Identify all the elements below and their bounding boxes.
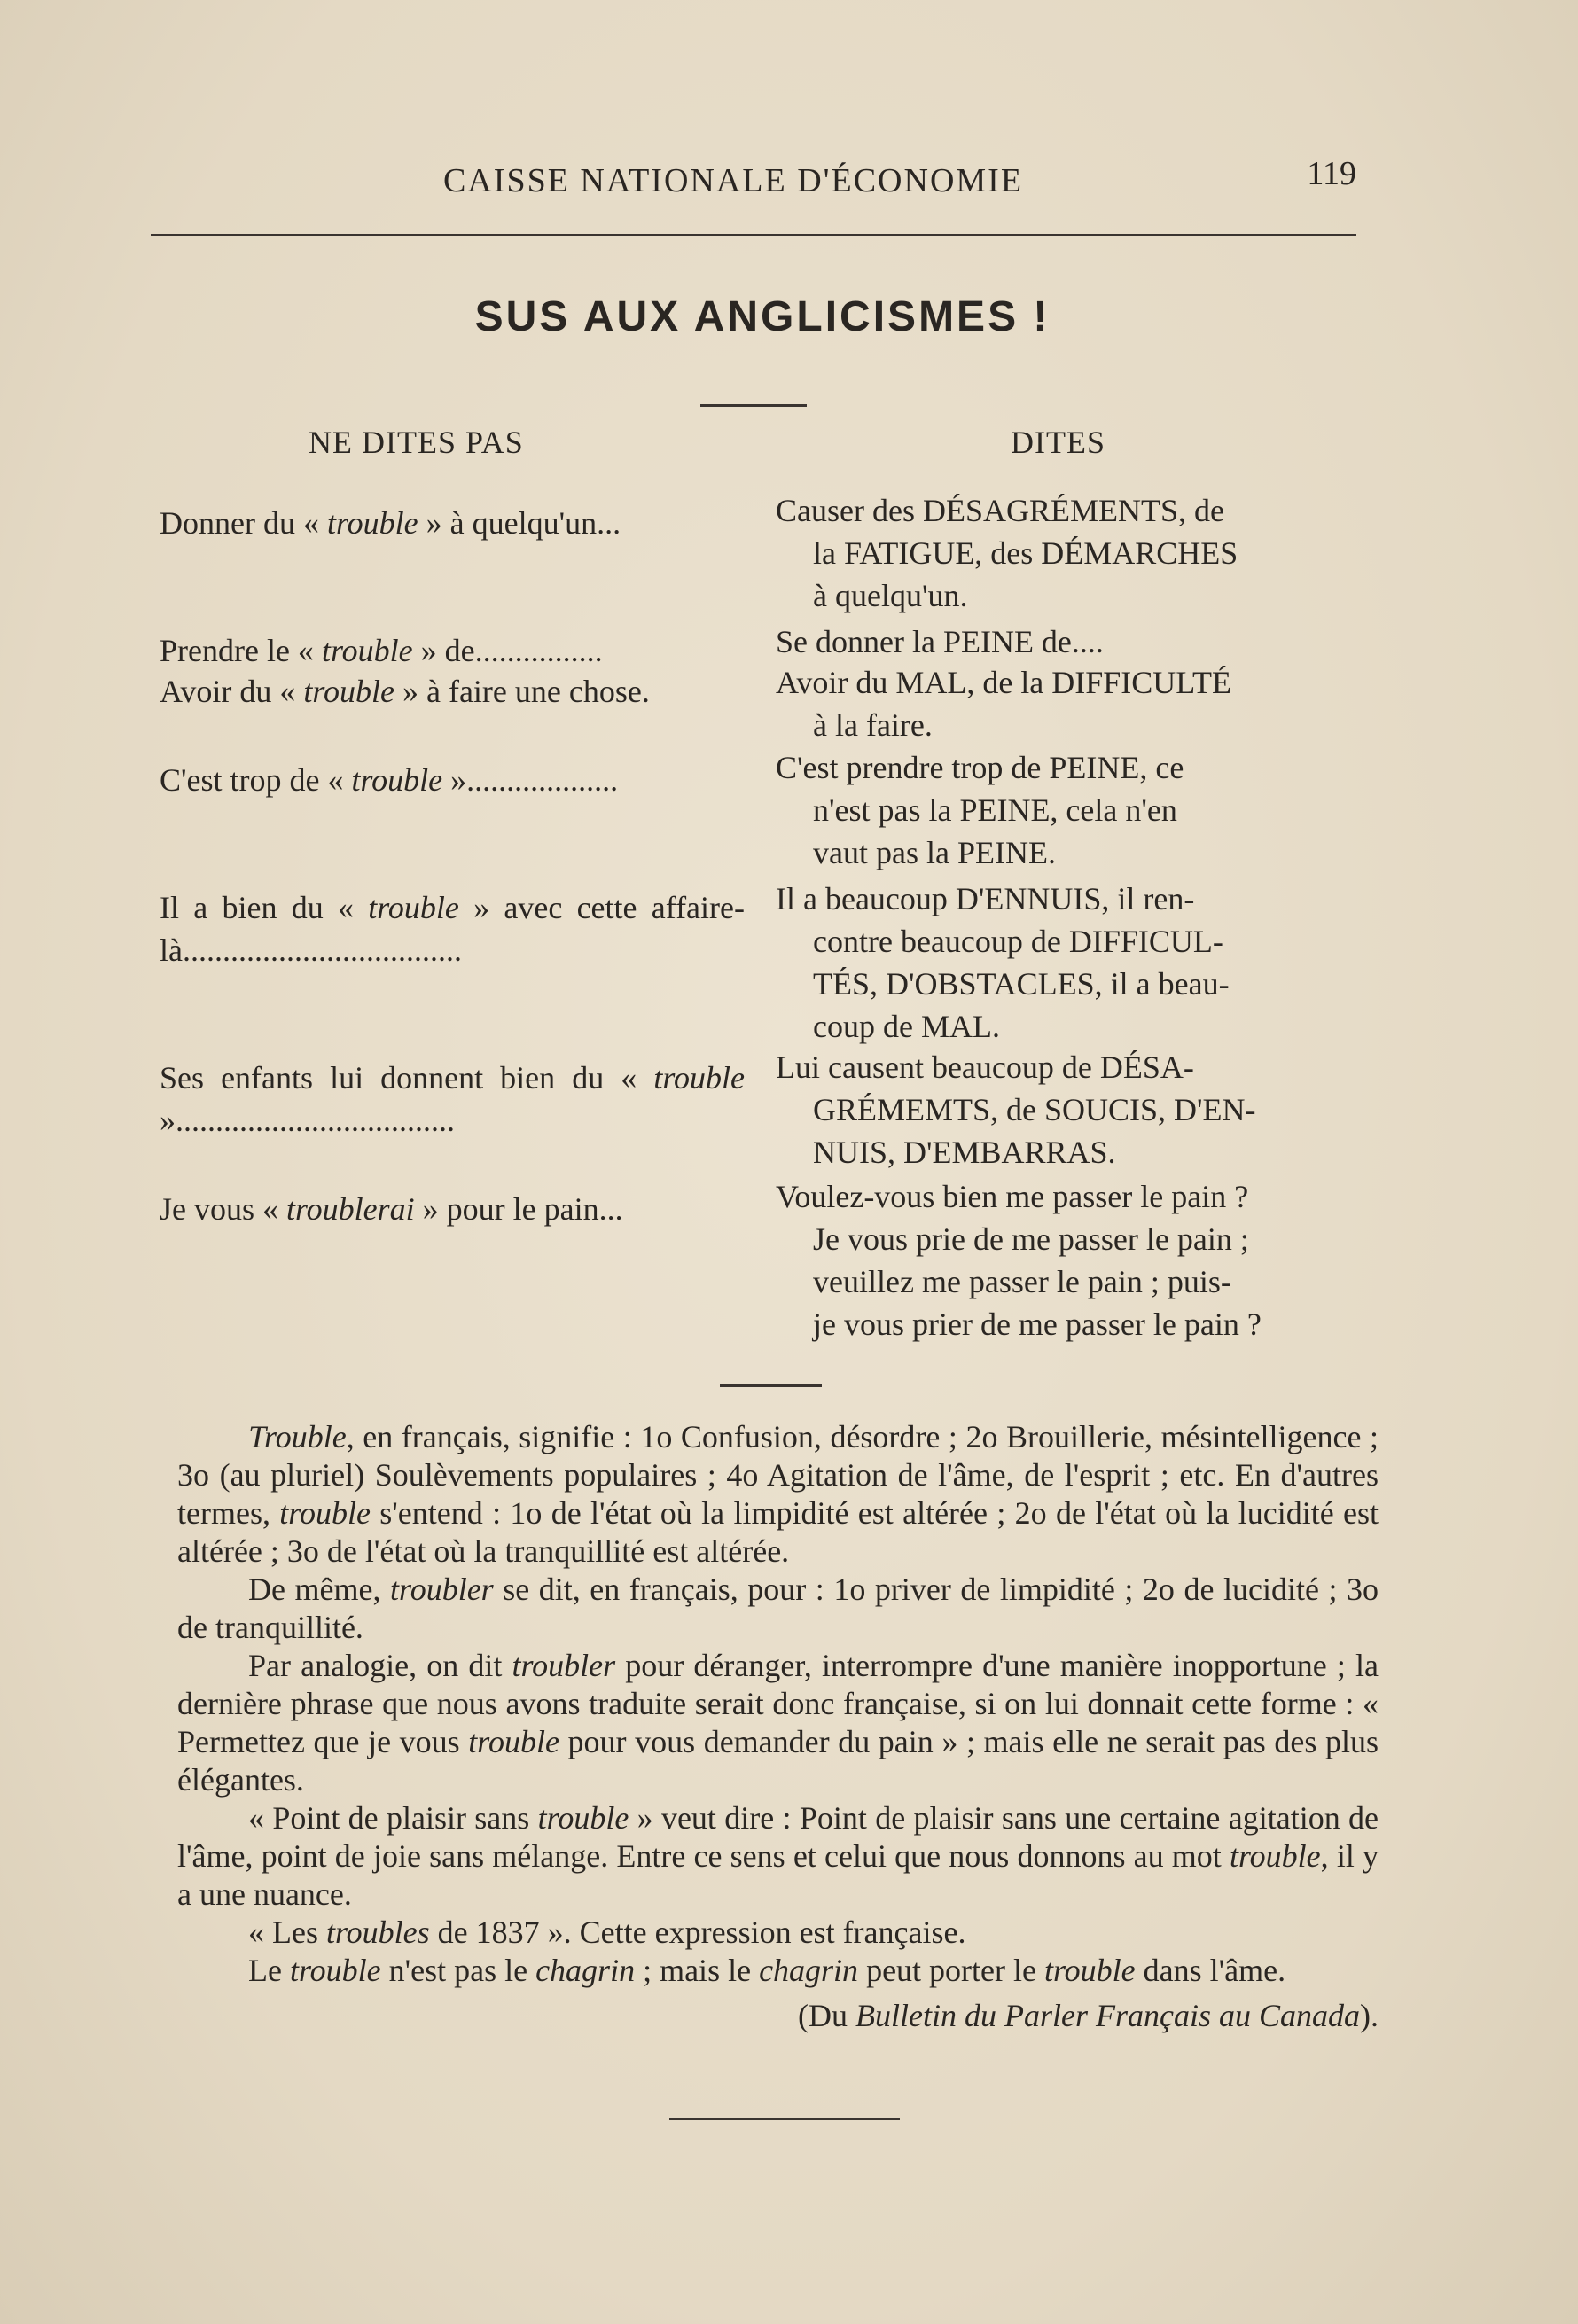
entry-2-left: Prendre le « trouble » de................ [160, 633, 603, 668]
article-title: SUS AUX ANGLICISMES ! [474, 293, 1051, 340]
entry-5-right-line: Il a beaucoup D'ENNUIS, il ren- [776, 881, 1195, 916]
entry-1-right [776, 489, 1361, 617]
entry-7-right-line: Je vous prie de me passer le pain ; [813, 1221, 1249, 1257]
entry-3-right-line: Avoir du MAL, de la DIFFICULTÉ [776, 665, 1231, 700]
entry-4-right-line: vaut pas la PEINE. [813, 835, 1056, 870]
note-paragraph: « Point de plaisir sans trouble » veut dire : Point de plaisir sans une certaine agitation de l'âme, point de joie sans mélange. Entre ce sens et celui que nous donnons au mot trouble, il y a une nuance. [177, 1800, 1379, 1912]
entry-2-right-line: Se donner la PEINE de.... [776, 624, 1104, 659]
entry-5-right-line: TÉS, D'OBSTACLES, il a beau- [813, 966, 1230, 1002]
note-paragraph: Trouble, en français, signifie : 1o Confusion, désordre ; 2o Brouillerie, mésintelligence ; 3o (au pluriel) Soulèvements populaires ; 4o Agitation de l'âme, de l'esprit ; etc. En d'autres termes, trouble s'entend : 1o de l'état où la limpidité est altérée ; 2o de l'état où la lucidité est altérée ; 3o de l'état où la tranquillité est altérée. [177, 1419, 1379, 1569]
end-rule [669, 2118, 900, 2120]
entry-1-right-line: à quelqu'un. [813, 578, 968, 613]
entry-1-left: Donner du « trouble » à quelqu'un... [160, 505, 621, 541]
entry-3-left: Avoir du « trouble » à faire une chose. [160, 674, 650, 709]
entry-7-right-line: je vous prier de me passer le pain ? [813, 1306, 1262, 1342]
entry-6-right-line: Lui causent beaucoup de DÉSA- [776, 1049, 1194, 1085]
entry-4-left: C'est trop de « trouble »................... [160, 762, 619, 798]
entry-6-right-line: NUIS, D'EMBARRAS. [813, 1135, 1116, 1170]
running-title: CAISSE NATIONALE D'ÉCONOMIE [443, 162, 1024, 199]
entry-5-left: Il a bien du « trouble » avec cette affaire-là................................... [160, 890, 745, 968]
header-rule [151, 234, 1356, 236]
source-citation: (Du Bulletin du Parler Français au Canada). [798, 1998, 1379, 2033]
entry-1-right-line: Causer des DÉSAGRÉMENTS, de [776, 493, 1224, 528]
column-heading-left: NE DITES PAS [309, 425, 524, 460]
entry-5-right-line: coup de MAL. [813, 1009, 1000, 1044]
page-number: 119 [1307, 155, 1356, 192]
entry-2-right [776, 620, 1361, 663]
note-paragraph: Par analogie, on dit troubler pour déranger, interrompre d'une manière inopportune ; la dernière phrase que nous avons traduite serait donc française, si on lui donnait cette forme : « Permettez que je vous trouble pour vous demander du pain » ; mais elle ne serait pas des plus élégantes. [177, 1648, 1379, 1798]
note-paragraph: De même, troubler se dit, en français, pour : 1o priver de limpidité ; 2o de lucidité ; 3o de tranquillité. [177, 1571, 1379, 1645]
entry-4-right-line: n'est pas la PEINE, cela n'en [813, 792, 1177, 828]
column-heading-right: DITES [1011, 425, 1105, 460]
entry-7-right [776, 1175, 1361, 1345]
entry-5-right [776, 877, 1361, 1048]
entry-4-right [776, 746, 1361, 874]
entry-7-right-line: Voulez-vous bien me passer le pain ? [776, 1179, 1249, 1214]
entry-6-right [776, 1046, 1361, 1174]
entry-6-right-line: GRÉMEMTS, de SOUCIS, D'EN- [813, 1092, 1256, 1127]
entry-7-right-line: veuillez me passer le pain ; puis- [813, 1264, 1231, 1299]
running-head [151, 155, 1356, 206]
entry-5-right-line: contre beaucoup de DIFFICUL- [813, 924, 1223, 959]
entry-4-right-line: C'est prendre trop de PEINE, ce [776, 750, 1184, 785]
title-rule [700, 404, 807, 407]
section-rule [720, 1384, 822, 1387]
entry-3-right-line: à la faire. [813, 707, 933, 743]
entry-3-right [776, 661, 1361, 746]
note-paragraph: « Les troubles de 1837 ». Cette expression est française. [248, 1915, 966, 1950]
entry-7-left: Je vous « troublerai » pour le pain... [160, 1191, 623, 1227]
explanatory-notes [177, 1418, 1379, 2035]
entry-6-left: Ses enfants lui donnent bien du « trouble »................................... [160, 1060, 745, 1138]
entry-1-right-line: la FATIGUE, des DÉMARCHES [813, 535, 1238, 571]
note-paragraph: Le trouble n'est pas le chagrin ; mais le chagrin peut porter le trouble dans l'âme. [248, 1953, 1286, 1988]
